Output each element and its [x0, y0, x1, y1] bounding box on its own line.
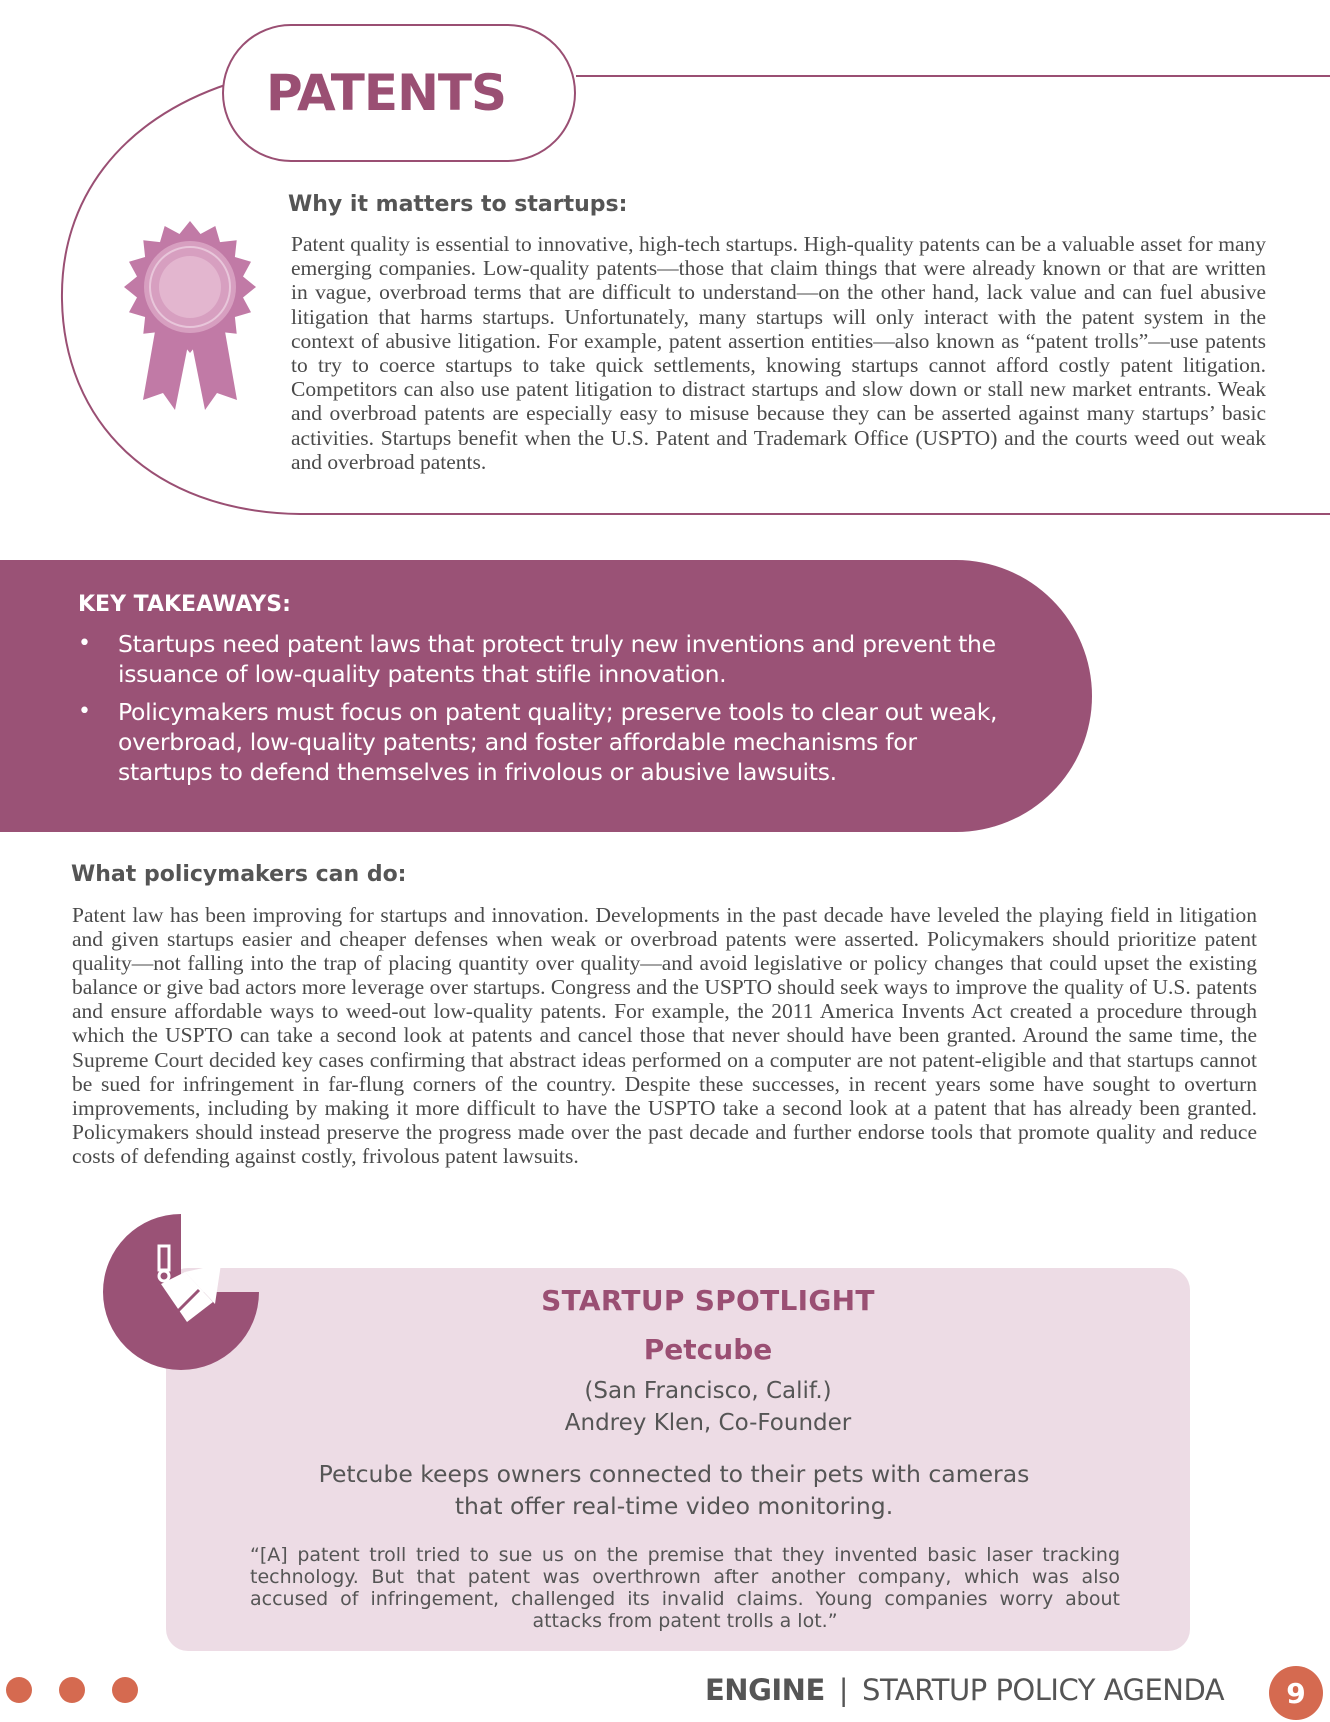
spotlight-quote: “[A] patent troll tried to sue us on the premise that they invented basic laser tracking technology. But that patent was overthrown after another company, which was also accused of infringement, challenged its invalid claims. Young companies worry about attacks from patent trolls a lot.”	[250, 1544, 1120, 1632]
award-ribbon-icon	[115, 215, 265, 410]
spotlight-person: Andrey Klen, Co-Founder	[564, 1410, 852, 1436]
policy-body: Patent law has been improving for startups and innovation. Developments in the past decade have leveled the playing field in litigation and given startups easier and cheaper defenses when weak or overbroad patents were asserted. Policymakers should prioritize patent quality—not falling into the trap of placing quantity over quality—and avoid legislative or policy changes that could upset the existing balance or give bad actors more leverage over startups. Congress and the USPTO should seek ways to improve the quality of U.S. patents and ensure affordable ways to weed-out low-quality patents. For example, the 2011 America Invents Act created a procedure through which the USPTO can take a second look at patents and cancel those that never should have been granted. Around the same time, the Supreme Court decided key cases confirming that abstract ideas performed on a computer are not patent-eligible and that startups cannot be sued for infringement in far-flung corners of the country. Despite these successes, in recent years some have sought to overturn improvements, including by making it more difficult to have the USPTO take a second look at a patent that has already been granted. Policymakers should instead preserve the progress made over the past decade and further endorse tools that promote quality and reduce costs of defending against costly, frivolous patent lawsuits.	[72, 903, 1257, 1168]
startup-spotlight-card	[166, 1268, 1190, 1651]
spotlight-title: STARTUP SPOTLIGHT	[541, 1284, 875, 1317]
section-title-pill	[222, 24, 576, 162]
footer-brand	[705, 1673, 1224, 1707]
footer-separator: |	[838, 1673, 849, 1707]
page-number: 9	[1269, 1666, 1323, 1720]
footer-subtitle: STARTUP POLICY AGENDA	[862, 1673, 1225, 1707]
key-takeaways-panel	[0, 560, 1092, 832]
section-title: PATENTS	[265, 64, 507, 122]
decorative-dots	[6, 1677, 138, 1703]
spotlight-lamp-icon	[101, 1214, 261, 1370]
takeaway-item: • Policymakers must focus on patent quality; preserve tools to clear out weak, overbroad, low-quality patents; and foster affordable mechanisms for startups to defend themselves in frivolous or abusive lawsuits.	[78, 697, 1018, 787]
takeaways-heading: KEY TAKEAWAYS:	[78, 592, 291, 617]
takeaway-item: • Startups need patent laws that protect truly new inventions and prevent the issuance of low-quality patents that stifle innovation.	[78, 629, 1018, 689]
spotlight-company: Petcube	[643, 1333, 773, 1366]
takeaways-list	[78, 629, 1018, 787]
decorative-dot	[59, 1677, 85, 1703]
why-heading: Why it matters to startups:	[288, 192, 628, 217]
decorative-dot	[112, 1677, 138, 1703]
spotlight-description: Petcube keeps owners connected to their pets with cameras that offer real-time video monitoring.	[318, 1460, 1030, 1520]
spotlight-location: (San Francisco, Calif.)	[584, 1378, 832, 1404]
why-body: Patent quality is essential to innovative, high-tech startups. High-quality patents can be a valuable asset for many emerging companies. Low-quality patents—those that claim things that were already known or that are written in vague, overbroad terms that are difficult to understand—on the other hand, lack value and can fuel abusive litigation that harms startups. Unfortunately, many startups will only interact with the patent system in the context of abusive litigation. For example, patent assertion entities—also known as “patent trolls”—use patents to try to coerce startups to take quick settlements, knowing startups cannot afford costly patent litigation. Competitors can also use patent litigation to distract startups and slow down or stall new market entrants. Weak and overbroad patents are especially easy to misuse because they can be asserted against many startups’ basic activities. Startups benefit when the U.S. Patent and Trademark Office (USPTO) and the courts weed out weak and overbroad patents.	[291, 232, 1266, 474]
footer-engine: ENGINE	[705, 1673, 825, 1707]
policy-heading: What policymakers can do:	[71, 862, 407, 887]
decorative-dot	[6, 1677, 32, 1703]
